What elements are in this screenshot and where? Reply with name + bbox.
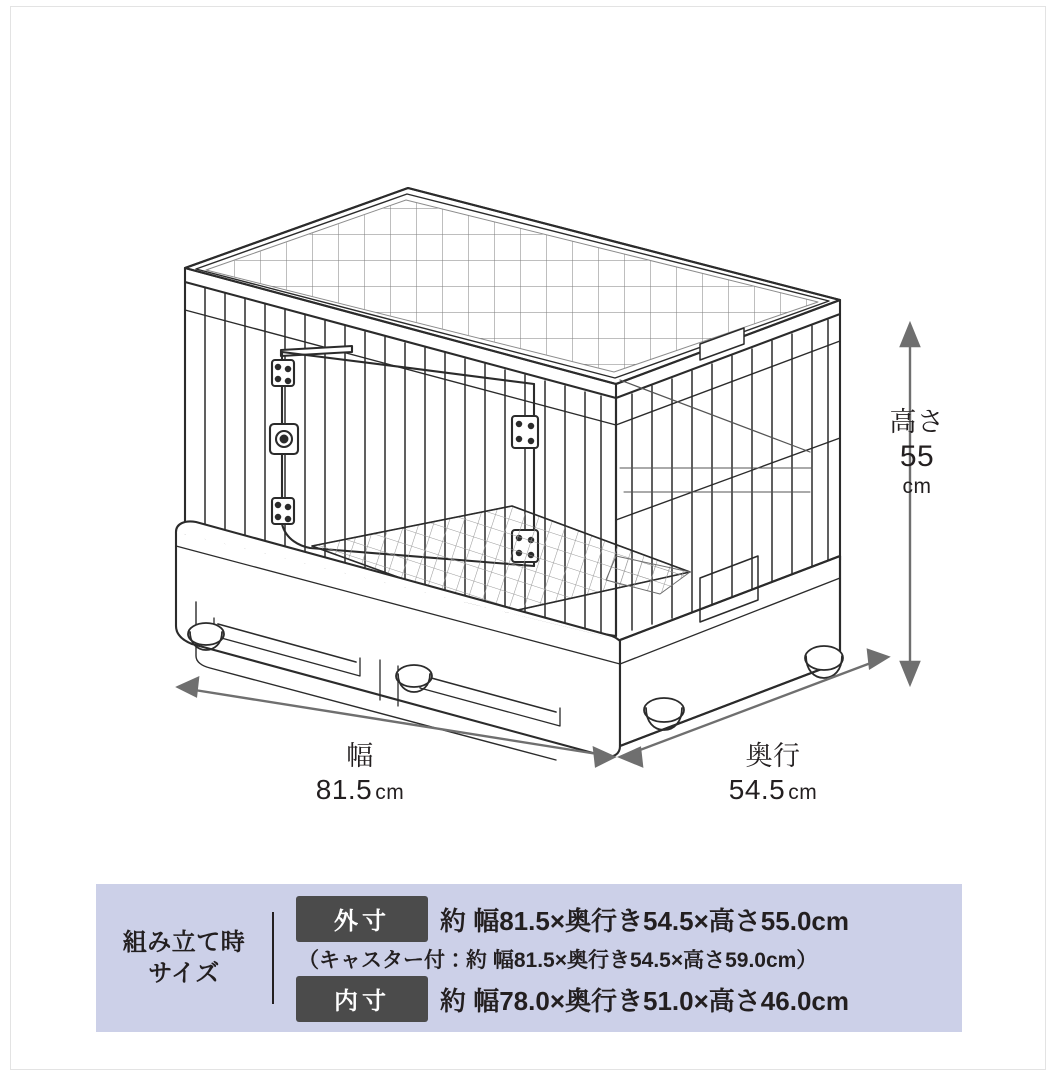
dimension-height-name: 高さ <box>889 407 945 437</box>
spec-row-outer <box>296 896 962 942</box>
dimension-height-value: 55 <box>899 439 935 473</box>
outer-size-text: 約 幅81.5×奥行き54.5×高さ55.0cm <box>440 905 849 936</box>
dimension-depth-value: 54.5 cm <box>728 773 818 805</box>
dimension-height-unit: cm <box>902 474 932 498</box>
dimension-width-value: 81.5 cm <box>315 773 405 805</box>
assembled-size-details <box>274 884 962 1032</box>
dimension-width-name: 幅 <box>346 741 374 771</box>
dimension-depth-name: 奥行 <box>745 741 801 771</box>
assembled-size-heading-line1: 組み立て時 <box>122 928 246 956</box>
assembled-size-heading-line2: サイズ <box>148 960 220 987</box>
dimension-width-unit: cm <box>375 780 405 804</box>
inner-size-text: 約 幅78.0×奥行き51.0×高さ46.0cm <box>440 985 849 1016</box>
dimension-height-label <box>862 406 972 498</box>
dimension-width-label <box>232 740 488 807</box>
caster-size-note: （キャスター付：約 幅81.5×奥行き54.5×高さ59.0cm） <box>298 949 818 972</box>
inner-size-badge: 内寸 <box>296 976 428 1022</box>
spec-row-inner <box>296 976 962 1022</box>
dimension-depth-unit: cm <box>788 780 818 804</box>
assembled-size-heading <box>96 884 272 1032</box>
dimension-depth-label <box>648 740 898 807</box>
assembled-size-panel <box>96 884 962 1032</box>
outer-size-badge: 外寸 <box>296 896 428 942</box>
